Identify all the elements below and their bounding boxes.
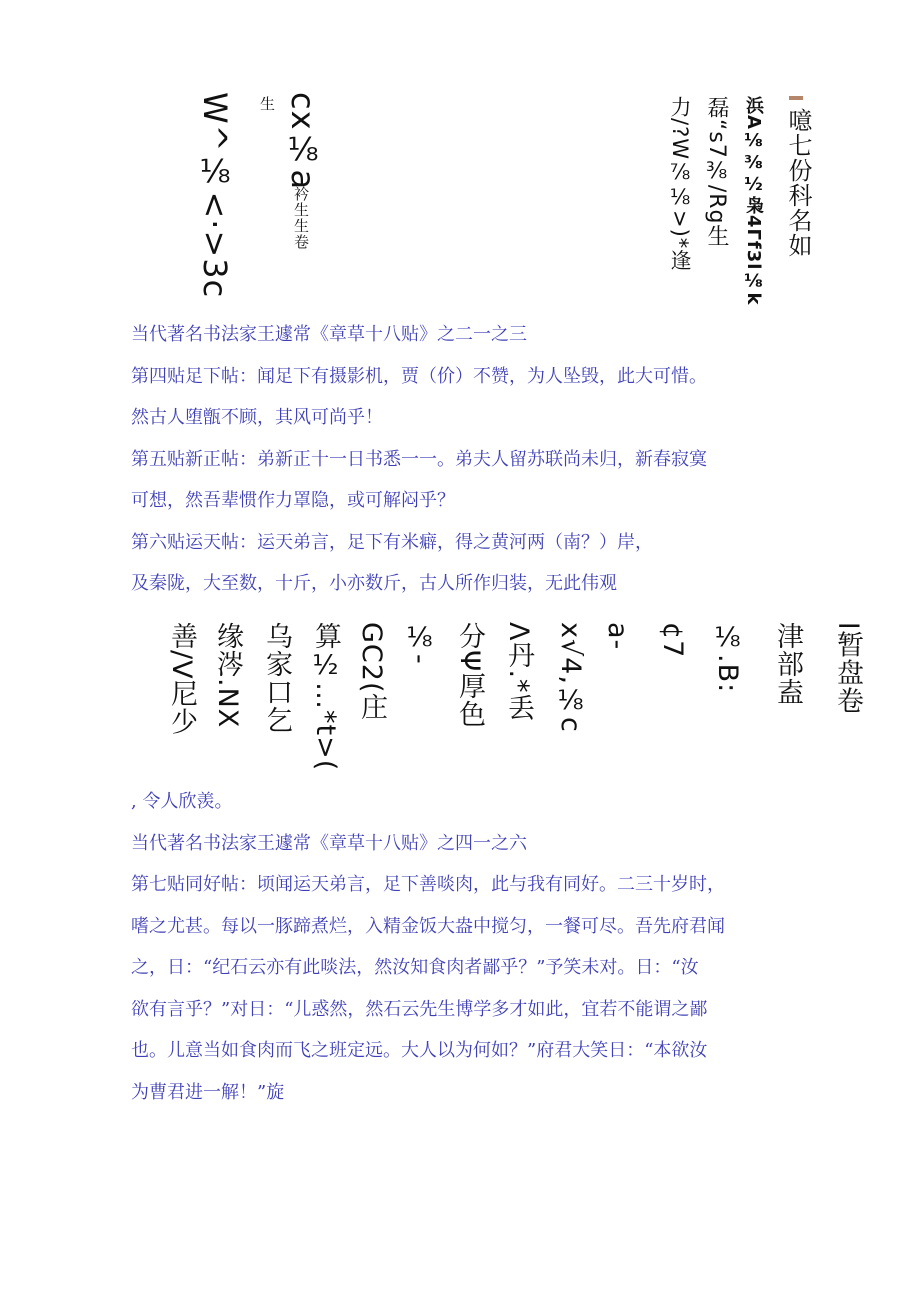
text-line: 及秦陇，大至数，十斤，小亦数斤，古人所作归装，无此伟观 — [131, 573, 617, 594]
text-line: , 令人欣羡。 — [131, 791, 233, 812]
text-line: 欲有言乎？”对日：“儿惑然，然石云先生博学多才如此，宜若不能谓之鄙 — [131, 998, 708, 1020]
calligraphy-column: W^⅛<·>3c — [196, 92, 234, 299]
section-title: 当代著名书法家王遽常《章草十八贴》之四一之六 — [131, 832, 527, 854]
calligraphy-column: 善/V尼少 — [166, 622, 197, 736]
calligraphy-column: 磊“s7⅜/Rg生 — [704, 96, 729, 248]
text-line: 可想，然吾辈惯作力罩隐，或可解闷乎？ — [131, 490, 455, 511]
calligraphy-column: 算½…*t>( — [310, 622, 341, 772]
calligraphy-column: ⅛.B: — [712, 622, 743, 694]
text-line: 第四贴足下帖：闻足下有摄影机，贾（价）不赞，为人坠毁，此大可惜。 — [131, 365, 707, 387]
text-line: 为曹君进一解！”旋 — [131, 1081, 285, 1103]
text-line: 之，日：“纪石云亦有此啖法，然汝知食肉者鄙乎？”予笑未对。日：“汝 — [131, 957, 699, 978]
calligraphy-column: 力/?W⅞⅛>)*逢 — [668, 96, 692, 272]
section-title: 当代著名书法家王遽常《章草十八贴》之二一之三 — [131, 324, 527, 345]
calligraphy-column: GC2(庄 — [356, 622, 387, 722]
calligraphy-column: 津部盍 — [772, 622, 803, 706]
calligraphy-column: 乌家口乞 — [261, 622, 292, 734]
calligraphy-column: 浜A⅛⅜½枭4Γf3l⅛k — [743, 96, 764, 306]
calligraphy-column: l暂盘卷 — [832, 622, 863, 715]
calligraphy-column: Λ丹.*丢 — [503, 622, 534, 722]
calligraphy-column: 噫七份科名如 — [784, 108, 812, 258]
text-line: 第五贴新正帖：弟新正十一日书悉一一。弟夫人留苏联尚未归，新春寂寞 — [131, 448, 707, 470]
calligraphy-column: x√4,⅛c — [555, 622, 586, 733]
section-1 — [131, 314, 801, 605]
calligraphy-column: 缘涔.NX — [212, 622, 243, 729]
calligraphy-column: ⅛- — [404, 622, 435, 665]
text-line: 也。儿意当如食肉而飞之班定远。大人以为何如？”府君大笑日：“本欲汝 — [131, 1040, 708, 1061]
calligraphy-column: 生 — [258, 96, 276, 112]
seal-mark — [789, 96, 803, 100]
calligraphy-column: 分Ψ厚色 — [454, 622, 485, 729]
calligraphy-column: a- — [602, 622, 633, 651]
section-2 — [131, 781, 801, 1113]
calligraphy-column: ¢7 — [657, 622, 688, 659]
text-line: 嗜之尤甚。每以一豚蹄煮烂，入精金饭大盎中搅匀，一餐可尽。吾先府君闻 — [131, 915, 725, 937]
calligraphy-column: cx⅛a — [284, 92, 322, 191]
calligraphy-column: 衿生生卷 — [292, 186, 310, 250]
text-line: 然古人堕甑不顾，其风可尚乎！ — [131, 407, 383, 428]
text-line: 第六贴运天帖：运天弟言，足下有米癖，得之黄河两（南？）岸， — [131, 531, 653, 553]
text-line: 第七贴同好帖：顷闻运天弟言，足下善啖肉，此与我有同好。二三十岁时， — [131, 874, 725, 895]
